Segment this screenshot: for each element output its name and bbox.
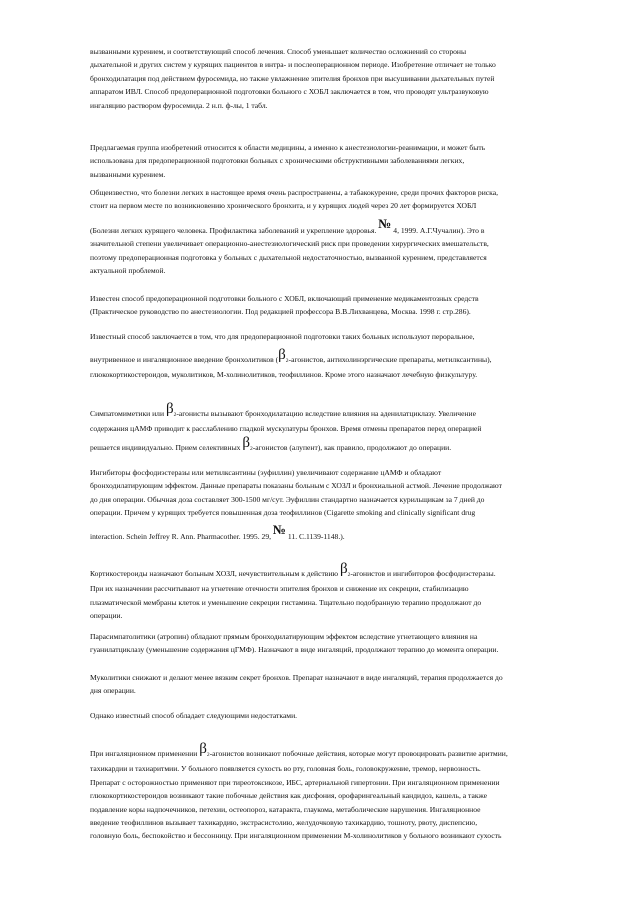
text-fragment: -агонистов возникают побочные действия, которые могут провоцировать развитие аритмии, (209, 749, 508, 758)
paragraph-selective-agonists (90, 435, 600, 456)
text-line: Предлагаемая группа изобретений относится к области медицины, а именно к анестезиологии-реанимации, и может быть (90, 143, 486, 152)
text-line: головную боль, беспокойство и бессонницу. При ингаляционном применении М-холинолитиков у больного возникают сухость (90, 831, 502, 841)
paragraph-known-method-details (90, 330, 600, 343)
paragraph-abstract (90, 45, 600, 112)
text-line: содержания цАМФ приводит к расслаблению гладкой мускулатуры бронхов. Время отмены препаратов перед операцией (90, 424, 482, 434)
subscript-2: 2 (347, 572, 351, 578)
paragraph-field (90, 141, 600, 181)
paragraph-parasympatholytics (90, 630, 600, 657)
text-line: значительной степени увеличивает операционно-анестезиологический риск при проведении хирургических вмешательств, (90, 239, 489, 249)
text-line: (Практическое руководство по анестезиологии. Под редакцией профессора В.В.Лихванцева, Москва. 1998 г. стр.286). (90, 307, 471, 317)
paragraph-known-method (90, 292, 600, 319)
beta-symbol: β (278, 347, 286, 363)
text-fragment: -агонистов, антихолинэргические препараты, метилксантины), (288, 355, 492, 364)
text-fragment: 11. C.1139-1148.). (287, 532, 345, 541)
text-line: бронходилатирующим эффектом. Данные препараты показаны больным с ХОЗЛ и бронхиальной астмой. Лечение продолжают (90, 481, 502, 491)
text-line (90, 347, 600, 368)
text-line: Однако известный способ обладает следующими недостатками. (90, 711, 298, 720)
text-line: Известен способ предоперационной подготовки больного с ХОБЛ, включающий применение медикаментозных средств (90, 294, 479, 303)
text-line (90, 435, 600, 456)
text-line (90, 522, 600, 543)
text-fragment: внутривенное и ингаляционное введение бронхолитиков ( (90, 355, 279, 364)
text-line: Общеизвестно, что болезни легких в настоящее время очень распространены, а табакокурение, среди прочих факторов риска, (90, 188, 498, 197)
text-line (90, 561, 600, 582)
text-line: глюкокортикостероидов возникают такие побочные действия как дисфония, орофарингеальный кандидоз, кашель, а также (90, 791, 488, 801)
text-line: Препарат с осторожностью применяют при тиреотоксикозе, ИБС, артериальной гипертонии. При ингаляционном применении (90, 777, 500, 787)
text-line: операции. Причем у курящих требуется повышенная доза теофиллинов (Cigarette smoking and clinically significant drug (90, 508, 476, 518)
text-fragment: -агонистов и ингибиторов фосфодиэстеразы. (350, 569, 496, 578)
text-line: дня операции. (90, 686, 136, 696)
beta-symbol: β (199, 741, 207, 757)
text-fragment: Симпатомиметики или (90, 409, 165, 418)
text-line: Известный способ заключается в том, что для предоперационной подготовки таких больных используют пероральное, (90, 332, 475, 341)
text-line: стоит на первом месте по возникновению хронического бронхита, и у курящих людей через 20 лет формируется ХОБЛ (90, 201, 477, 211)
text-line: вызванными курением, и соответствующий способ лечения. Способ уменьшает количество осложнений со стороны (90, 47, 467, 56)
text-fragment: interaction. Schein Jeffrey R. Ann. Pharmacother. 1995. 29, (90, 532, 272, 541)
paragraph-reference (90, 522, 600, 543)
text-line: вызванными курением. (90, 169, 166, 179)
text-line: глюкокортикостероидов, муколитиков, М-холинолитиков, теофиллинов. Кроме этого назначают лечебную физкультуру. (90, 370, 478, 380)
text-fragment: решается индивидуально. Прием селективных (90, 443, 241, 452)
beta-symbol: β (340, 561, 348, 577)
paragraph-mucolytics (90, 671, 600, 698)
text-line: Парасимпатолитики (атропин) обладают прямым бронходилатирующим эффектом вследствие угнетающего влияния на (90, 632, 478, 641)
text-line: актуальной проблемой. (90, 266, 166, 276)
text-fragment: (Болезни легких курящего человека. Профилактика заболеваний и укрепление здоровья. (90, 226, 377, 235)
subscript-2: 2 (173, 412, 177, 418)
text-line: бронходилатация под действием фуросемида, но также увлажнение эпителия бронхов при высушивании дыхательных путей (90, 73, 495, 83)
text-line (90, 401, 600, 422)
text-line: При их назначении рассчитывают на угнетение отечности эпителия бронхов и снижение их секреции, стабилизацию (90, 584, 469, 594)
paragraph-background-cont (90, 216, 600, 278)
text-line: дыхательной и других систем у курящих пациентов в интра- и послеоперационном периоде. Изобретение отличает не только (90, 60, 496, 70)
subscript-2: 2 (206, 752, 210, 758)
paragraph-pde-inhibitors (90, 466, 600, 520)
text-line: тахикардии и тахиаритмии. У больного появляется сухость во рту, головная боль, головокружение, тремор, нервозность. (90, 764, 481, 774)
text-line (90, 216, 600, 237)
subscript-2: 2 (285, 358, 289, 364)
text-line: аппаратом ИВЛ. Способ предоперационной подготовки больного с ХОБЛ заключается в том, что проводят ультразвуковую (90, 87, 489, 97)
text-line: гуанилатциклазу (уменьшение содержания цГМФ). Назначают в виде ингаляций, продолжают терапию до момента операции. (90, 645, 499, 655)
text-line: подавление коры надпочечников, петехии, остеопороз, катаракта, глаукома, метаболические нарушения. Ингаляционное (90, 804, 481, 814)
paragraph-side-effects (90, 741, 600, 843)
text-line: плазматической мембраны клеток и уменьшение секреции гистамина. Тщательно подобранную терапию продолжают до (90, 597, 482, 607)
paragraph-corticosteroids (90, 561, 600, 623)
text-line: Муколитики снижают и делают менее вязким секрет бронхов. Препарат назначают в виде ингаляций, терапия продолжается до (90, 673, 503, 682)
paragraph-sympathomimetics (90, 401, 600, 436)
text-line (90, 741, 600, 762)
paragraph-drawbacks (90, 709, 600, 722)
text-fragment: -агонистов (алупент), как правило, продолжают до операции. (252, 443, 452, 452)
text-fragment: -агонисты вызывают бронходилатацию вследствие влияния на аденилатциклазу. Увеличение (176, 409, 476, 418)
beta-symbol: β (165, 401, 174, 417)
text-fragment: Кортикостероиды назначают больным ХОЗЛ, нечувствительным к действию (90, 569, 339, 578)
text-fragment: 4, 1999. А.Г.Чучалин). Это в (393, 226, 485, 235)
text-line: поэтому предоперационная подготовка у больных с дыхательной недостаточностью, вызванной курением, представляется (90, 252, 487, 262)
beta-symbol: β (242, 435, 251, 451)
paragraph-background (90, 186, 600, 213)
paragraph-known-method-drugs (90, 347, 600, 382)
number-sign: № (378, 216, 392, 231)
number-sign: № (272, 522, 286, 537)
text-line: операции. (90, 611, 123, 621)
text-line: до дня операции. Обычная доза составляет 300-1500 мг/сут. Эуфиллин стандартно назначается курильщикам за 7 дней до (90, 494, 485, 504)
text-line: ингаляцию раствором фуросемида. 2 н.п. ф-лы, 1 табл. (90, 100, 268, 110)
text-line: использована для предоперационной подготовки больных с хроническими обструктивными заболеваниями легких, (90, 156, 465, 166)
text-line: введение теофиллинов вызывает тахикардию, экстрасистолию, желудочковую тахикардию, тошноту, рвоту, диспепсию, (90, 818, 478, 828)
text-fragment: При ингаляционном применении (90, 749, 198, 758)
subscript-2: 2 (250, 446, 253, 452)
text-line: Ингибиторы фосфодиэстеразы или метилксантины (эуфиллин) увеличивают содержание цАМФ и обладают (90, 468, 442, 477)
